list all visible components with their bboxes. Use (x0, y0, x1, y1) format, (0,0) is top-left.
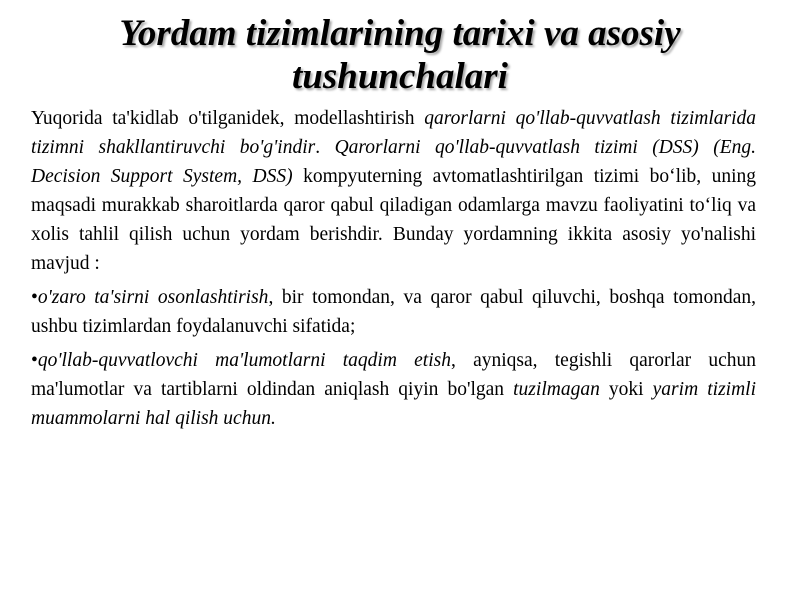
intro-text-3: kompyuterning avtomatlashtirilgan tizimi bo‘lib, uning maqsadi murakkab sharoitlarda qaror qabul qiladigan odamlarga mavzu faoliyatini to‘liq va xolis tahlil qilish uchun yordam berishdir. Bunday yordamning ikkita asosiy yo'nalishi mavjud : (31, 166, 756, 274)
intro-text-2: . (315, 137, 335, 158)
bullet-2-italic-3: yarim tizimli muammolarni hal qilish uchun. (31, 379, 756, 429)
bullet-item-2 (31, 346, 756, 433)
bullet-marker-1: • (31, 287, 38, 308)
intro-italic-2: Qarorlarni qo'llab-quvvatlash tizimi (DSS) (Eng. Decision Support System, DSS) (31, 137, 757, 187)
intro-paragraph (31, 104, 756, 278)
intro-text-1: Yuqorida ta'kidlab o'tilganidek, modellashtirish (31, 108, 425, 129)
bullet-1-italic: o'zaro ta'sirni osonlashtirish (37, 287, 269, 308)
bullet-2-italic-2: tuzilmagan (513, 379, 600, 400)
slide-title: Yordam tizimlarining tarixi va asosiy tushunchalari (119, 13, 681, 97)
bullet-item-1 (31, 283, 756, 341)
bullet-2-text-2: yoki (599, 379, 653, 400)
bullet-1-text: , bir tomondan, va qaror qabul qiluvchi, boshqa tomondan, ushbu tizimlardan foydalanuvchi sifatida; (31, 287, 756, 337)
slide-body (31, 104, 756, 438)
bullet-2-italic-1: qo'llab-quvvatlovchi ma'lumotlarni taqdim etish (37, 350, 451, 371)
bullet-marker-2: • (31, 350, 38, 371)
bullet-2-text-1: , ayniqsa, tegishli qarorlar uchun ma'lumotlar va tartiblarni oldindan aniqlash qiyin bo'lgan (31, 350, 756, 400)
intro-italic-1: qarorlarni qo'llab-quvvatlash tizimlarida tizimni shakllantiruvchi bo'g'indir (31, 108, 756, 158)
